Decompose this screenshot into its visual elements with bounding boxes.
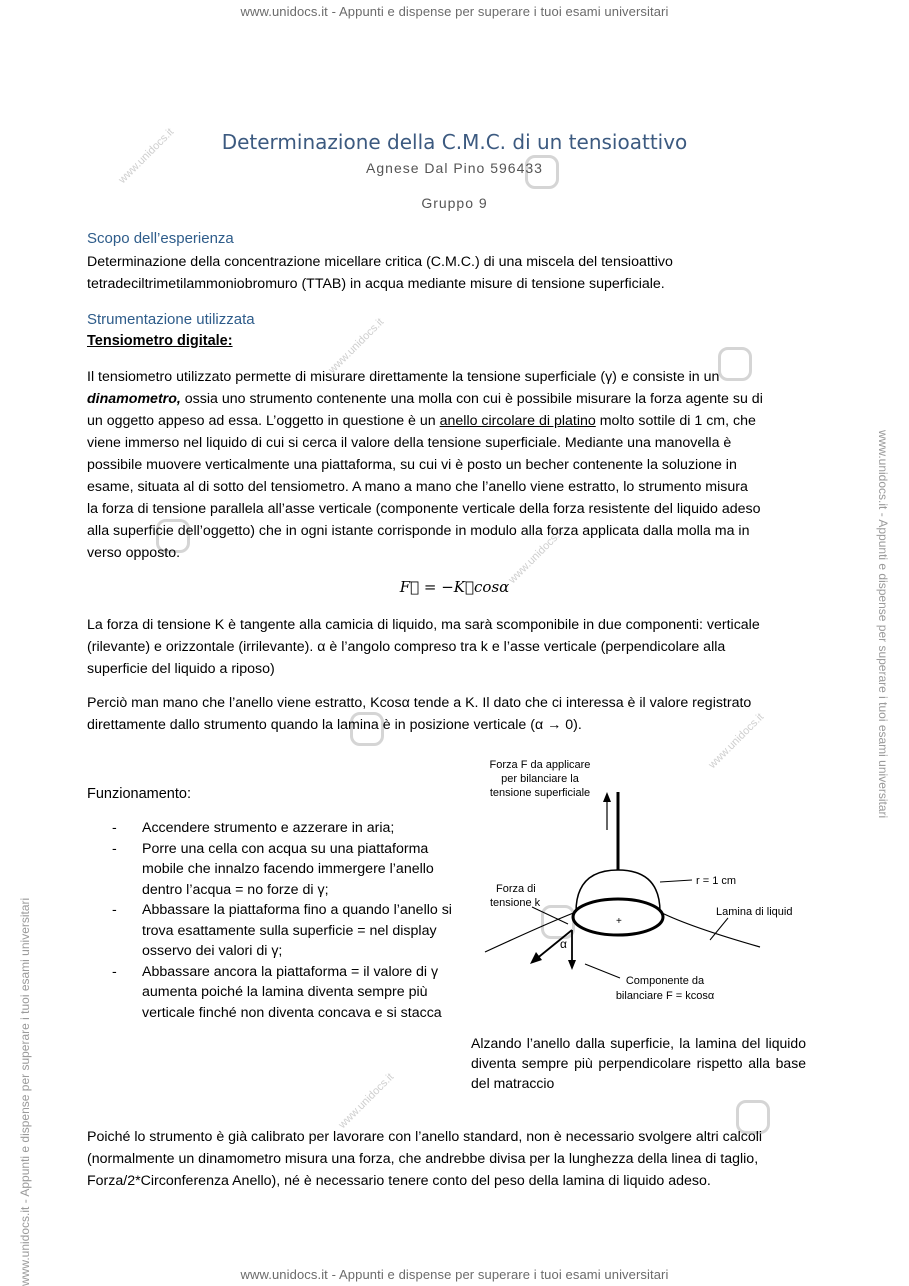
radius-label: r = 1 cm [696, 875, 737, 887]
watermark-diagonal: www.unidocs.it [336, 1071, 397, 1131]
tension-label-line: tensione k [490, 897, 541, 909]
tension-arrow-head-icon [530, 952, 542, 964]
list-item: - Accendere strumento e azzerare in aria; [112, 818, 457, 839]
para-line: direttamente dallo strumento quando la lamina è in posizione verticale (α → 0). [87, 717, 582, 733]
italic-term: dinamometro, [87, 391, 181, 407]
para-line: (rilevante) e orizzontale (irrilevante). α è l’angolo compreso tra k e l’asse verticale (perpendicolare alla [87, 639, 726, 655]
liquid-dome [576, 870, 660, 912]
force-label-line: per bilanciare la [501, 773, 579, 785]
closing-paragraph [87, 1126, 822, 1192]
para-text: molto sottile di 1 cm, che [599, 413, 756, 429]
author-line: Agnese Dal Pino 596433 [366, 160, 543, 176]
list-item: - Porre una cella con acqua su una piattaforma mobile che innalzo facendo immergere l’anello dentro l’acqua = no forze di γ; [112, 839, 457, 901]
scope-heading: Scopo dell’esperienza [87, 230, 234, 247]
para-line: possibile muovere verticalmente una piattaforma, su cui vi è posto un becher contenente la soluzione in [87, 457, 737, 473]
watermark-top: www.unidocs.it - Appunti e dispense per superare i tuoi esami universitari [240, 4, 669, 19]
up-arrow-head-icon [603, 792, 611, 802]
force-label-line: tensione superficiale [489, 787, 591, 799]
watermark-diagonal: www.unidocs.it [706, 711, 767, 771]
underlined-term: anello circolare di platino [439, 413, 596, 429]
component-arrow-head-icon [568, 960, 576, 970]
document-title: Determinazione della C.M.C. di un tensioattivo [221, 130, 688, 154]
para-line: Forza/2*Circonferenza Anello), né è necessario tenere conto del peso della lamina di liquido adeso. [87, 1173, 711, 1189]
instruments-heading: Strumentazione utilizzata [87, 311, 255, 328]
force-label-line: Forza F da applicare [489, 759, 591, 771]
para-line: esame, situata al di sotto del tensiometro. A mano a mano che l’anello viene estratto, lo strumento misura [87, 479, 748, 495]
tensiometer-paragraph [87, 366, 822, 564]
watermark-bottom: www.unidocs.it - Appunti e dispense per superare i tuoi esami universitari [240, 1267, 669, 1282]
tensiometer-subheading: Tensiometro digitale: [87, 333, 233, 349]
functioning-label: Funzionamento: [87, 786, 191, 802]
component-label-line: bilanciare F = kcosα [615, 990, 715, 1002]
functioning-list [112, 818, 457, 1023]
watermark-diagonal: www.unidocs.it [506, 526, 567, 586]
para-line: La forza di tensione K è tangente alla camicia di liquido, ma sarà scomponibile in due componenti: verticale [87, 617, 760, 633]
para-line: Poiché lo strumento è già calibrato per lavorare con l’anello standard, non è necessario svolgere altri calcoli [87, 1129, 763, 1145]
component-label-line: Componente da [625, 975, 705, 987]
para-line [87, 388, 822, 410]
para-line: verso opposto. [87, 545, 181, 561]
para-line: superficie del liquido a riposo) [87, 661, 275, 677]
radius-pointer [660, 880, 692, 882]
tension-paragraph [87, 614, 822, 680]
watermark-right: www.unidocs.it - Appunti e dispense per superare i tuoi esami universitari [876, 430, 890, 819]
ring-center-mark: + [616, 916, 622, 927]
para-line: Il tensiometro utilizzato permette di misurare direttamente la tensione superficiale (γ) e consiste in un [87, 369, 720, 385]
para-line: Perciò man mano che l’anello viene estratto, Kcosα tende a K. Il dato che ci interessa è il valore registrato [87, 695, 752, 711]
list-item: - Abbassare la piattaforma fino a quando l’anello si trova esattamente sulla superficie = nel display osservo dei valori di γ; [112, 900, 457, 962]
limit-paragraph [87, 692, 822, 736]
watermark-diagonal: www.unidocs.it [116, 126, 177, 186]
tension-pointer [532, 907, 568, 924]
para-line: alla superficie dell’oggetto) che in ogni istante corrisponde in modulo alla forza applicata dalla molla ma in [87, 523, 750, 539]
tension-label-line: Forza di [496, 883, 536, 895]
alpha-label: α [560, 937, 567, 951]
para-line: (normalmente un dinamometro misura una forza, che andrebbe divisa per la lunghezza della linea di taglio, [87, 1151, 759, 1167]
watermark-left: www.unidocs.it - Appunti e dispense per superare i tuoi esami universitari [18, 897, 32, 1286]
scope-paragraph [87, 251, 822, 295]
para-text: un oggetto appeso ad essa. L’oggetto in questione è un [87, 413, 436, 429]
component-pointer [585, 964, 620, 978]
force-formula: F⃗ = −K⃗cosα [399, 578, 510, 596]
group-line: Gruppo 9 [421, 195, 488, 211]
force-label [490, 759, 591, 799]
diagram-caption: Alzando l’anello dalla superficie, la lamina del liquido diventa sempre più perpendicolare rispetto alla base del matraccio [471, 1035, 806, 1091]
watermark-diagonal: www.unidocs.it [326, 316, 387, 376]
film-label: Lamina di liquid [716, 906, 793, 918]
scope-line: Determinazione della concentrazione micellare critica (C.M.C.) di una miscela del tensioattivo [87, 254, 673, 270]
para-line [87, 410, 822, 432]
scope-line: tetradeciltrimetilammoniobromuro (TTAB) in acqua mediante misure di tensione superficiale. [87, 276, 665, 292]
list-item: - Abbassare ancora la piattaforma = il valore di γ aumenta poiché la lamina diventa sempre più verticale finché non diventa concava e si stacca [112, 962, 457, 1024]
para-text: ossia uno strumento contenente una molla con cui è possibile misurare la forza agente su di [184, 391, 763, 407]
para-line: viene immerso nel liquido di cui si cerca il valore della tensione superficiale. Mediante una manovella è [87, 435, 732, 451]
para-line: la forza di tensione parallela all’asse verticale (componente verticale della forza resistente del liquido adeso [87, 501, 761, 517]
tensiometer-ring-diagram [460, 752, 820, 1012]
